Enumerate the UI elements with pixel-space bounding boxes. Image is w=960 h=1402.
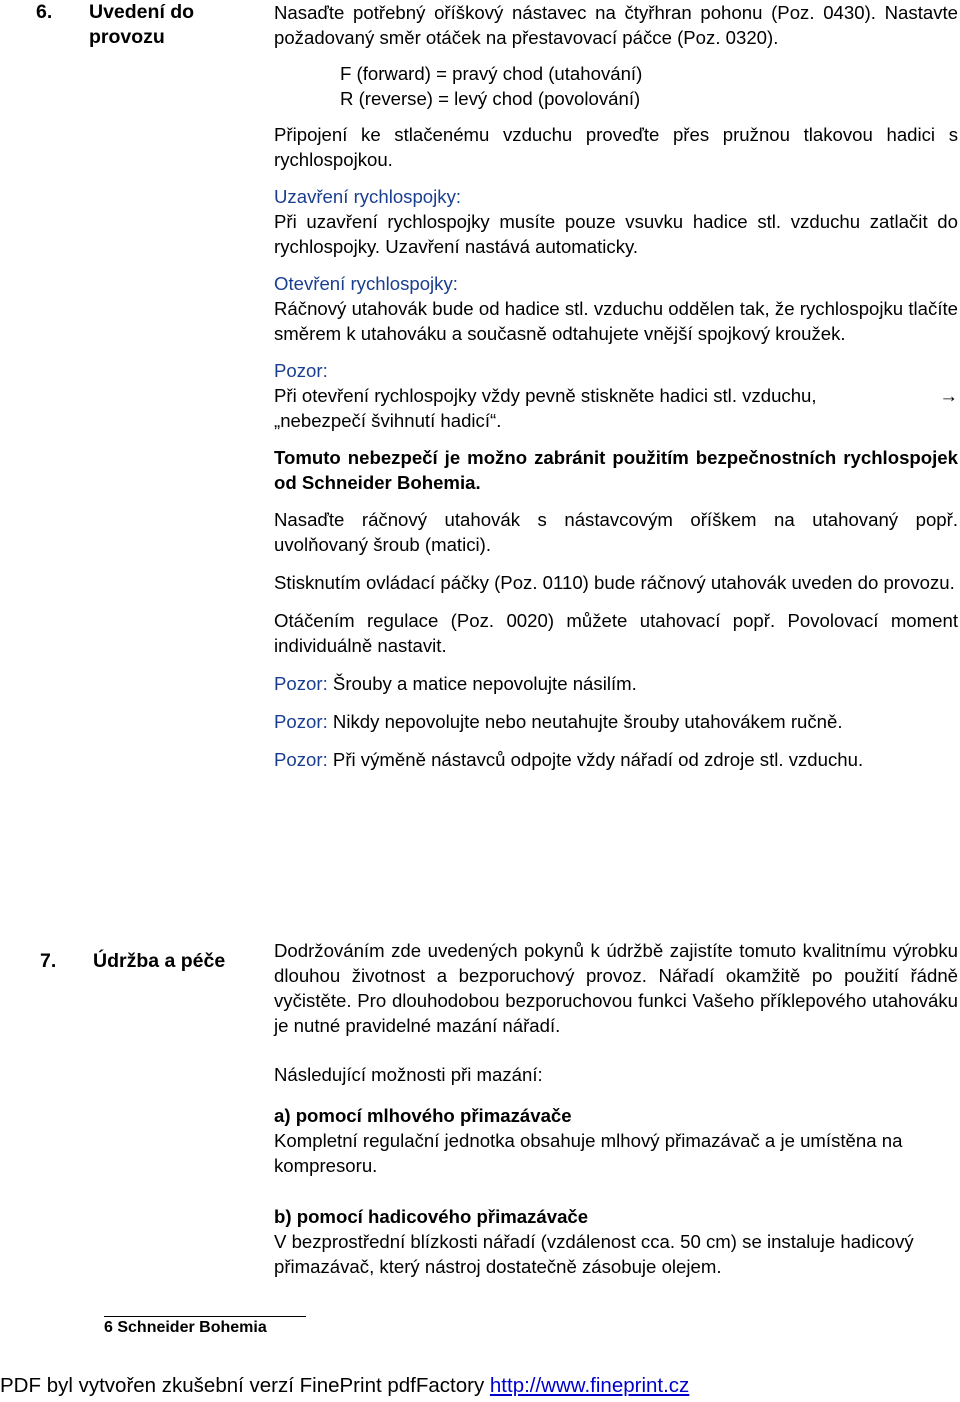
warning-1 (274, 671, 958, 696)
fineprint-link[interactable]: http://www.fineprint.cz (489, 1374, 690, 1397)
closing-text: Při uzavření rychlospojky musíte pouze vsuvku hadice stl. vzduchu zatlačit do rychlospojky. Uzavření nastává automaticky. (274, 211, 958, 257)
warning-2 (274, 709, 958, 734)
pdf-banner (0, 1373, 689, 1399)
reverse-line: R (reverse) = levý chod (povolování) (340, 88, 641, 109)
section-7-number: 7. (40, 950, 57, 972)
warning-2-text: Nikdy nepovolujte nebo neutahujte šrouby utahovákem ručně. (327, 711, 843, 732)
paragraph-lever: Stisknutím ovládací páčky (Poz. 0110) bude ráčnový utahovák uveden do provozu. (274, 572, 955, 593)
opening-heading: Otevření rychlospojky: (274, 273, 458, 294)
bold-warning: Tomuto nebezpečí je možno zabránit použitím bezpečnostních rychlospojek od Schneider Bohemia. (274, 447, 958, 493)
pozor-line2: „nebezpečí švihnutí hadicí“. (274, 410, 502, 431)
section-7-title: Údržba a péče (93, 950, 226, 972)
warning-2-label: Pozor: (274, 711, 328, 732)
section-6-title-line1: Uvedení do (89, 1, 195, 23)
forward-line: F (forward) = pravý chod (utahování) (340, 63, 643, 84)
paragraph-regulate: Otáčením regulace (Poz. 0020) můžete utahovací popř. Povolovací moment individuálně nastavit. (274, 610, 958, 656)
warning-3-label: Pozor: (274, 749, 328, 770)
arrow-right-icon: → (939, 385, 958, 406)
warning-3 (274, 747, 958, 772)
section-6-number: 6. (36, 1, 53, 23)
paragraph-options: Následující možnosti při mazání: (274, 1064, 543, 1085)
section-6-title-line2: provozu (89, 26, 165, 48)
option-a-heading: a) pomocí mlhového přimazávače (274, 1105, 572, 1126)
warning-3-text: Při výměně nástavců odpojte vždy nářadí od zdroje stl. vzduchu. (327, 749, 864, 770)
section-7-body (274, 938, 958, 1279)
paragraph-mount: Nasaďte ráčnový utahovák s nástavcovým oříškem na utahovaný popř. uvolňovaný šroub (matici). (274, 509, 958, 555)
section-6-body (274, 0, 958, 772)
opening-text: Ráčnový utahovák bude od hadice stl. vzduchu oddělen tak, že rychlospojku tlačíte směrem k utahováku a současně odtahujete vnější spojkový kroužek. (274, 298, 958, 344)
option-a-text: Kompletní regulační jednotka obsahuje mlhový přimazávač a je umístěna na kompresoru. (274, 1130, 903, 1176)
pozor-line1-wrap (274, 383, 958, 408)
footer-page-label: 6 Schneider Bohemia (104, 1319, 267, 1336)
paragraph-maintenance: Dodržováním zde uvedených pokynů k údržbě zajistíte tomuto kvalitnímu výrobku dlouhou životnost a bezporuchový provoz. Nářadí okamžitě po použití řádně vyčistěte. Pro dlouhodobou bezporuchovou funkci Vašeho příklepového utahováku je nutné pravidelné mazání nářadí. (274, 940, 958, 1036)
warning-1-text: Šrouby a matice nepovolujte násilím. (327, 673, 637, 694)
footer-divider (104, 1316, 306, 1317)
option-b-text: V bezprostřední blízkosti nářadí (vzdálenost cca. 50 cm) se instaluje hadicový přimazávač, který nástroj dostatečně zásobuje olejem. (274, 1231, 914, 1277)
pdf-banner-text: PDF byl vytvořen zkušební verzí FinePrint pdfFactory (0, 1374, 490, 1397)
pozor-line1: Při otevření rychlospojky vždy pevně stiskněte hadici stl. vzduchu, (274, 385, 817, 406)
paragraph-setup: Nasaďte potřebný oříškový nástavec na čtyřhran pohonu (Poz. 0430). Nastavte požadovaný směr otáček na přestavovací páčce (Poz. 0320). (274, 2, 958, 48)
pozor-heading: Pozor: (274, 360, 328, 381)
option-b-heading: b) pomocí hadicového přimazávače (274, 1206, 589, 1227)
warning-1-label: Pozor: (274, 673, 328, 694)
paragraph-connect: Připojení ke stlačenému vzduchu proveďte přes pružnou tlakovou hadici s rychlospojkou. (274, 124, 958, 170)
closing-heading: Uzavření rychlospojky: (274, 186, 462, 207)
